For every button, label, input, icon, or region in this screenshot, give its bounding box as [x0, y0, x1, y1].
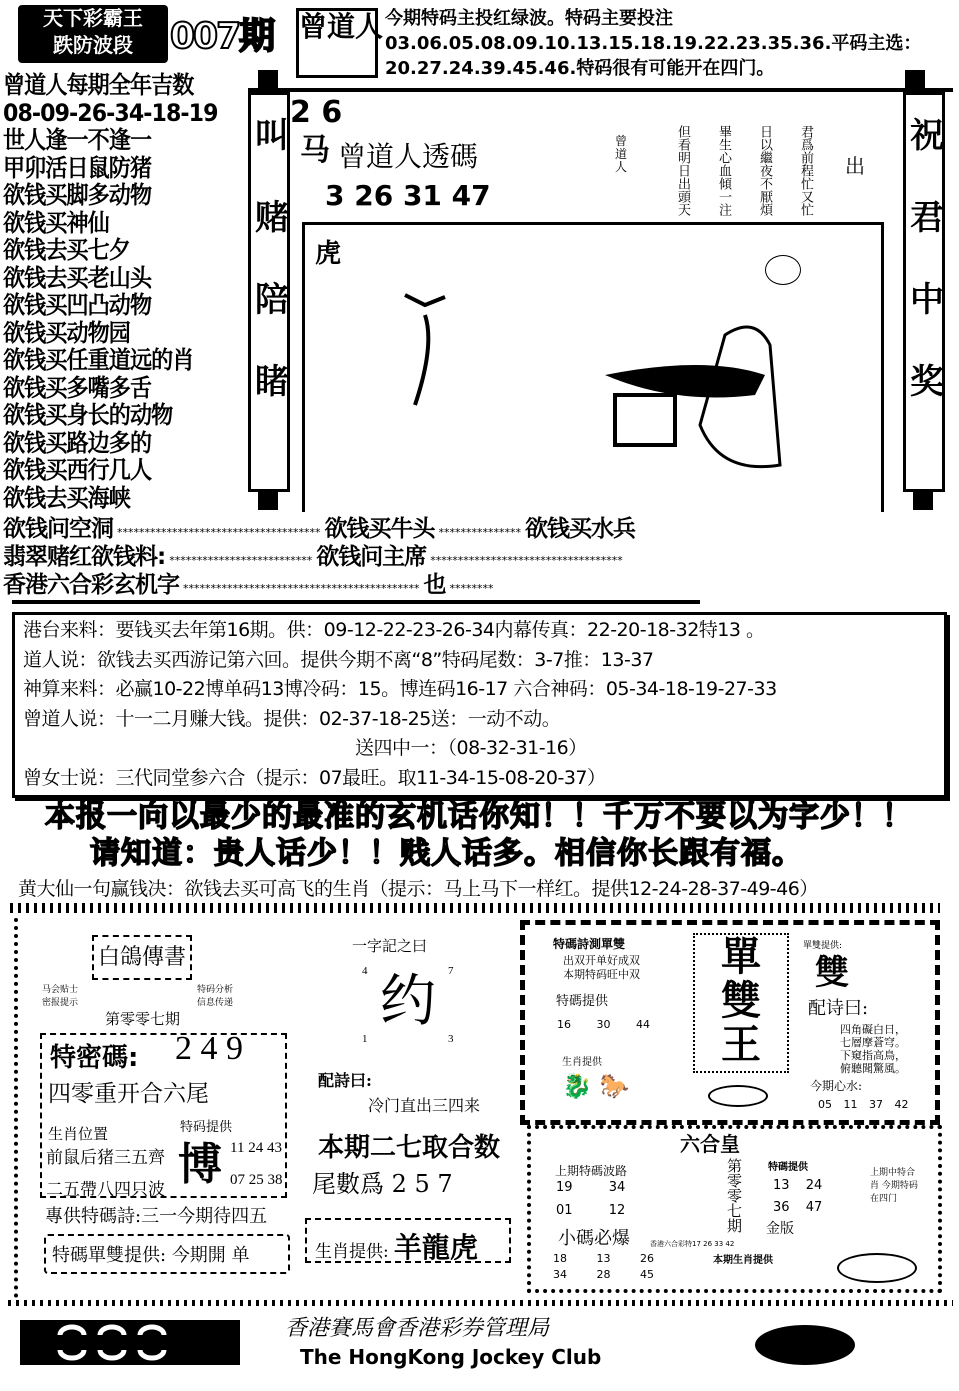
- info-box: [12, 612, 947, 798]
- left-list-item: 08-09-26-34-18-19: [3, 98, 218, 127]
- scene-illustration: [302, 222, 884, 512]
- riddle-text: 欲钱买水兵: [525, 516, 635, 542]
- left-list-item: 欲钱买路边多的: [3, 428, 152, 457]
- sp-number: 24: [805, 1178, 823, 1193]
- dragon-horse-icons: 🐉 🐎: [562, 1072, 630, 1100]
- scroll-numbers: 3 26 31 47: [325, 179, 491, 212]
- wong-tai-sin-line: 黄大仙一句赢钱决：欲钱去买可高飞的生肖（提示：马上马下一样红。提供12-24-28-37-49-46）: [18, 878, 818, 900]
- sp-label: 特碼提供: [768, 1162, 808, 1173]
- zodiac-label: 生肖位置: [48, 1125, 109, 1143]
- scroll-cap: [913, 492, 933, 510]
- odd-even-label: 特碼單雙提供:: [52, 1245, 167, 1266]
- pigeon-title: 白鴿傳書: [92, 935, 192, 980]
- poem-line: 畢生心血傾一注: [716, 125, 731, 216]
- bo-char: 博: [178, 1139, 222, 1190]
- small-number: 18: [553, 1252, 567, 1265]
- heart-number: 11: [843, 1098, 858, 1111]
- sp-number: 47: [805, 1200, 823, 1215]
- poem-title: 特碼詩測單雙: [553, 937, 626, 951]
- issue-number: 007期: [170, 16, 274, 57]
- lottery-logo: [755, 1325, 855, 1365]
- gold-edition-label: 金版: [766, 1221, 794, 1237]
- poem-line: 本期特码旺中双: [563, 968, 640, 981]
- flower-ornament-icon: [708, 1085, 768, 1107]
- sp-numbers: [773, 1200, 822, 1216]
- heart-number: 37: [869, 1098, 883, 1111]
- slogan-2: 请知道：贵人话少！！贱人话多。相信你长跟有福。: [90, 836, 803, 871]
- sp-number: 44: [636, 1018, 650, 1031]
- tiger-label: 虎: [315, 239, 342, 269]
- pillar-char: 陪: [255, 280, 289, 320]
- wave-number: 19: [556, 1180, 573, 1195]
- logo-text: 跌防波段: [53, 33, 133, 57]
- info-line: 港台来料：要钱买去年第16期。供：09-12-22-23-26-34内幕传真：22-20-18-32特13 。: [23, 619, 765, 641]
- riddle-char: 约: [380, 969, 436, 1034]
- chu-label: 出: [845, 154, 865, 178]
- horse-label: 马: [300, 133, 330, 168]
- scroll-title: 曾道人透碼: [338, 140, 479, 173]
- odd-even-value: 雙: [815, 953, 849, 993]
- seal-stamp-icon: [837, 1253, 917, 1283]
- poem-line: 七層摩蒼穹。: [840, 1036, 906, 1049]
- riddle-text: 欲钱问主席: [316, 544, 427, 570]
- footer-en: The HongKong Jockey Club: [300, 1345, 602, 1369]
- poem-line: 君爲前程忙又忙: [798, 125, 813, 216]
- scroll-cap: [258, 70, 278, 88]
- left-list-item: 欲钱买多嘴多舌: [3, 373, 152, 402]
- small-code-numbers: [553, 1268, 654, 1282]
- footer-cn: 香港賽馬會香港彩券管理局: [285, 1316, 550, 1341]
- star-filler: *************************************: [117, 526, 321, 539]
- pillar-char: 叫: [255, 116, 289, 156]
- small-number: 13: [596, 1252, 611, 1265]
- signature: 曾道人: [615, 134, 628, 174]
- zodiac-line: 前鼠后猪三五齊: [46, 1148, 165, 1168]
- sp-number: 16: [557, 1018, 571, 1031]
- zodiac-value: 羊龍虎: [393, 1231, 478, 1264]
- wave-numbers: [556, 1180, 625, 1195]
- top-prediction: 今期特码主投红绿波。特码主要投注03.06.05.08.09.10.13.15.18.19.22.23.35.36.平码主选：20.27.24.39.45.46.特码很有可能开在四门。: [385, 8, 922, 79]
- heart-number: 05: [818, 1098, 832, 1111]
- logo-text: 天下彩霸王: [43, 6, 143, 30]
- corner-number: 7: [448, 965, 454, 977]
- poem-line: 俯聽聞驚風。: [840, 1062, 906, 1075]
- king-char: 單: [721, 934, 761, 980]
- top-numbers: 2 6: [290, 95, 343, 130]
- small-code-label: 小碼必爆: [558, 1228, 630, 1249]
- gold-issue: 第零零七期: [727, 1157, 743, 1235]
- poem-text: [840, 1023, 906, 1075]
- info-line: 神算来料：必赢10-22博单码13博冷码：15。博连码16-17 六合神码：05-34-18-19-27-33: [23, 678, 777, 700]
- sp-label: 特碼提供: [556, 994, 609, 1009]
- info-line: 曾女士说：三代同堂参六合（提示：07最旺。取11-34-15-08-20-37）: [23, 766, 606, 789]
- small-code-numbers: [553, 1252, 654, 1266]
- left-list-item: 欲钱去买老山头: [3, 263, 152, 292]
- star-filler: **************************: [169, 554, 313, 567]
- king-char: 雙: [721, 978, 761, 1024]
- left-list-item: 欲钱买动物园: [3, 318, 130, 347]
- scroll-cap: [905, 70, 925, 88]
- star-filler: ***************: [438, 526, 521, 539]
- sp-numbers: 07 25 38: [230, 1172, 283, 1188]
- riddle-line: [3, 544, 627, 574]
- sp-number: 13: [773, 1178, 790, 1193]
- side-note: 马会贴士 密报提示: [42, 985, 79, 1008]
- riddle-text: 翡翠赌红欲钱料:: [3, 544, 166, 570]
- sum-heading: 本期二七取合数: [318, 1133, 501, 1163]
- tail-numbers: 尾數爲 2 5 7: [312, 1170, 453, 1198]
- special-hint: 四零重开合六尾: [48, 1081, 209, 1107]
- sp-numbers: 11 24 43: [230, 1140, 282, 1156]
- right-pillar: [903, 92, 945, 492]
- left-list-item: 欲钱买身长的动物: [3, 401, 173, 429]
- star-filler: ***********************************: [430, 554, 623, 567]
- riddle-line: [3, 572, 498, 602]
- small-number: 28: [596, 1268, 611, 1281]
- king-char: 王: [721, 1022, 761, 1068]
- sp-label: 特码提供: [180, 1120, 233, 1135]
- pillar-char: 赌: [255, 198, 289, 238]
- pillar-char: 奖: [910, 362, 944, 402]
- wave-label: 上期特碼波路: [555, 1164, 628, 1178]
- extra-line: 香港六合彩特17 26 33 42: [650, 1240, 735, 1248]
- zodiac-label: 本期生肖提供: [713, 1255, 773, 1266]
- left-list-item: 欲钱去买海峡: [3, 483, 130, 512]
- woman-painting: [345, 265, 865, 505]
- info-line: 曾道人说：十一二月赚大钱。提供：02-37-18-25送：一动不动。: [23, 707, 561, 730]
- poem-label: 配诗曰:: [808, 998, 869, 1019]
- poem-line: 四角礙白日，: [840, 1023, 906, 1036]
- info-line: 送四中一：（08-32-31-16）: [355, 737, 587, 759]
- zodiac-label: 生肖提供: [562, 1057, 602, 1068]
- side-note: 上期中特合肖 今期特码在四门: [870, 1168, 918, 1204]
- riddle-text: 欲钱买牛头: [324, 516, 435, 542]
- corner-number: 4: [362, 965, 368, 977]
- heart-numbers: [818, 1098, 909, 1112]
- poem-line: 日以繼夜不厭煩: [757, 125, 772, 216]
- riddle-line: [3, 516, 635, 546]
- decorative-border: [10, 903, 940, 913]
- poem-label: 配詩曰:: [318, 1071, 372, 1090]
- scroll-rod: [248, 88, 953, 92]
- left-list-item: 曾道人每期全年吉数: [3, 71, 194, 99]
- poem-line: 但看明日出頭天: [675, 125, 690, 216]
- wave-number: 01: [556, 1203, 573, 1218]
- sp-number: 30: [596, 1018, 611, 1031]
- star-filler: ********: [449, 582, 494, 595]
- decorative-border: [8, 1300, 953, 1306]
- sp-number: 36: [773, 1200, 790, 1215]
- wave-number: 34: [608, 1180, 626, 1195]
- left-pillar: [248, 92, 290, 492]
- small-number: 45: [640, 1268, 654, 1281]
- special-code-label: 特密碼:: [50, 1043, 139, 1073]
- paper-logo: [18, 5, 168, 63]
- swirl-icon: [20, 1320, 240, 1365]
- left-list-item: 欲钱买凹凸动物: [3, 291, 152, 319]
- left-list-item: 甲卯活日鼠防猪: [3, 153, 152, 182]
- seal-logo: 曾道人: [296, 8, 378, 78]
- special-code-numbers: 2 4 9: [175, 1030, 243, 1067]
- issue-label: 第零零七期: [105, 1010, 181, 1028]
- left-list-item: 欲钱买神仙: [3, 208, 109, 237]
- riddle-text: 也: [423, 572, 446, 598]
- riddle-text: 香港六合彩玄机字: [3, 572, 179, 598]
- poem-line: 出双开单好成双: [563, 954, 640, 967]
- info-line: 道人说：欲钱去买西游记第六回。提供今期不离“8”特码尾数：3-7推：13-37: [23, 648, 654, 671]
- left-list-item: 欲钱买西行几人: [3, 456, 152, 484]
- scroll-cap: [258, 492, 278, 510]
- pillar-char: 睹: [255, 362, 289, 402]
- riddle-text: 欲钱问空洞: [3, 516, 113, 542]
- gold-title: 六合皇: [680, 1132, 740, 1156]
- odd-even-panel: [44, 1234, 290, 1274]
- zodiac-panel: [305, 1218, 511, 1263]
- poem-text: 冷门直出三四来: [368, 1096, 481, 1115]
- zodiac-line: 二五帶八四只波: [46, 1180, 165, 1200]
- pillar-char: 祝: [910, 116, 944, 156]
- corner-number: 1: [362, 1033, 368, 1045]
- special-poem: 專供特碼詩:三一今期待四五: [45, 1206, 268, 1227]
- odd-even-king: [693, 933, 789, 1073]
- zodiac-label: 生肖提供:: [315, 1242, 389, 1262]
- odd-even-value: 今期開 单: [171, 1245, 250, 1266]
- sp-numbers: [557, 1018, 650, 1031]
- heart-number: 42: [894, 1098, 909, 1111]
- odd-even-label: 單雙提供:: [803, 941, 843, 951]
- wave-number: 12: [608, 1203, 626, 1218]
- left-list-item: 世人逢一不逢一: [3, 126, 152, 154]
- jockey-club-logo: [20, 1320, 240, 1365]
- one-word-title: 一字記之曰: [352, 937, 428, 955]
- star-filler: *******************************************: [183, 582, 420, 595]
- heart-label: 今期心水:: [810, 1079, 863, 1093]
- left-list-item: 欲钱买任重道远的肖: [3, 346, 194, 374]
- scroll-poem: [645, 125, 815, 216]
- side-note: 特码分析 信息传递: [197, 985, 234, 1008]
- left-list-item: 欲钱买脚多动物: [3, 181, 152, 209]
- slogan-1: 本报一向以最少的最准的玄机话你知！！千万不要以为字少！！: [45, 799, 913, 834]
- pillar-char: 中: [910, 280, 944, 320]
- small-number: 34: [553, 1268, 567, 1281]
- wave-numbers: [556, 1203, 625, 1218]
- pillar-char: 君: [910, 198, 944, 238]
- left-list-item: 欲钱去买七夕: [3, 236, 130, 264]
- sp-numbers: [773, 1178, 822, 1194]
- decorative-border: [14, 918, 20, 1298]
- small-number: 26: [640, 1252, 654, 1265]
- poem-line: 下窺指高鳥，: [840, 1049, 906, 1062]
- corner-number: 3: [448, 1033, 454, 1045]
